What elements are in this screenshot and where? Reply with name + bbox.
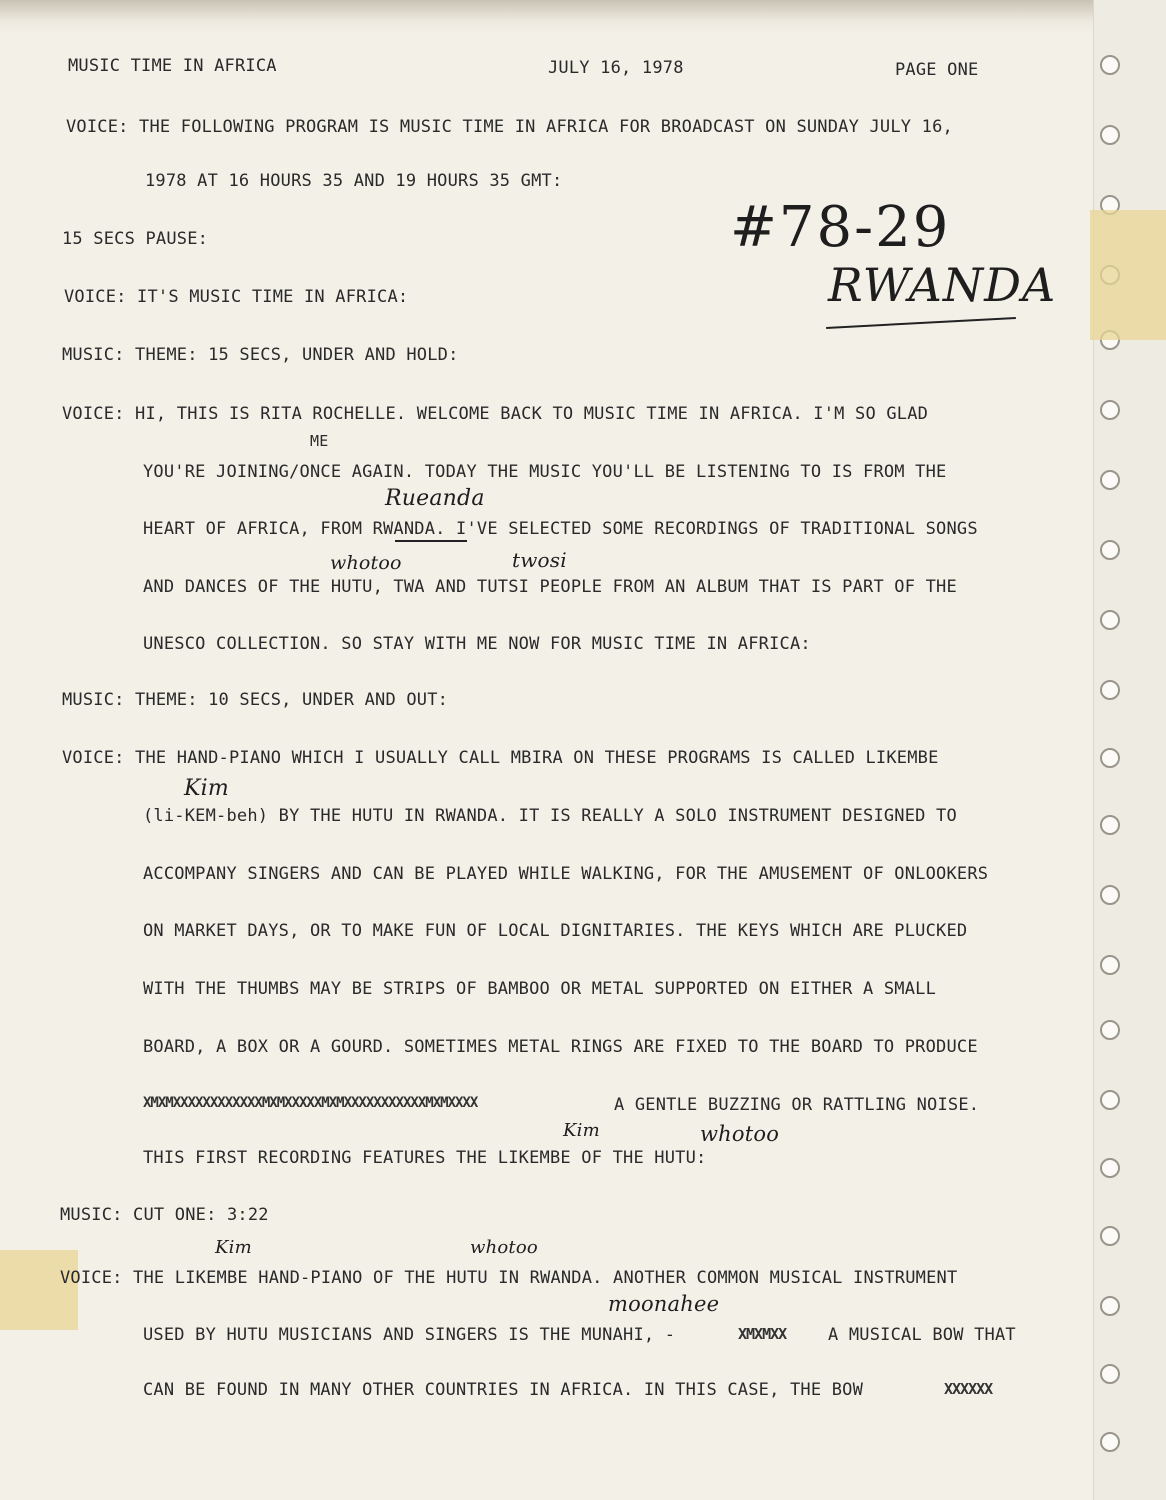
broadcast-date: JULY 16, 1978 <box>548 58 684 78</box>
feed-hole <box>1100 955 1120 975</box>
handwritten-country: RWANDA <box>828 258 1057 312</box>
feed-hole <box>1100 1364 1120 1384</box>
feed-hole <box>1100 1226 1120 1246</box>
script-line: A GENTLE BUZZING OR RATTLING NOISE. <box>614 1095 980 1115</box>
feed-hole <box>1100 1296 1120 1316</box>
script-line: THIS FIRST RECORDING FEATURES THE LIKEMBE OF THE HUTU: <box>143 1148 707 1168</box>
feed-hole <box>1100 815 1120 835</box>
script-line: MUSIC: CUT ONE: 3:22 <box>60 1205 269 1225</box>
tape-piece <box>0 1250 78 1330</box>
script-line: ACCOMPANY SINGERS AND CAN BE PLAYED WHILE WALKING, FOR THE AMUSEMENT OF ONLOOKERS <box>143 864 989 884</box>
script-line: VOICE: IT'S MUSIC TIME IN AFRICA: <box>64 287 409 307</box>
feed-hole <box>1100 610 1120 630</box>
paper-top-edge <box>0 0 1166 34</box>
script-line: VOICE: THE LIKEMBE HAND-PIANO OF THE HUTU IN RWANDA. ANOTHER COMMON MUSICAL INSTRUMENT <box>60 1268 958 1288</box>
script-line: BOARD, A BOX OR A GOURD. SOMETIMES METAL RINGS ARE FIXED TO THE BOARD TO PRODUCE <box>143 1037 978 1057</box>
script-line: MUSIC: THEME: 10 SECS, UNDER AND OUT: <box>62 690 449 710</box>
script-line: A MUSICAL BOW THAT <box>828 1325 1016 1345</box>
script-line: (li-KEM-beh) BY THE HUTU IN RWANDA. IT IS REALLY A SOLO INSTRUMENT DESIGNED TO <box>143 806 957 826</box>
pronunciation-note: twosi <box>512 548 567 572</box>
script-line: VOICE: HI, THIS IS RITA ROCHELLE. WELCOME BACK TO MUSIC TIME IN AFRICA. I'M SO GLAD <box>62 404 929 424</box>
feed-hole <box>1100 470 1120 490</box>
script-line: 1978 AT 16 HOURS 35 AND 19 HOURS 35 GMT: <box>145 171 563 191</box>
feed-hole <box>1100 885 1120 905</box>
script-line: VOICE: THE HAND-PIANO WHICH I USUALLY CALL MBIRA ON THESE PROGRAMS IS CALLED LIKEMBE <box>62 748 939 768</box>
script-line: USED BY HUTU MUSICIANS AND SINGERS IS THE MUNAHI, - <box>143 1325 676 1345</box>
script-line: WITH THE THUMBS MAY BE STRIPS OF BAMBOO OR METAL SUPPORTED ON EITHER A SMALL <box>143 979 937 999</box>
script-line: AND DANCES OF THE HUTU, TWA AND TUTSI PEOPLE FROM AN ALBUM THAT IS PART OF THE <box>143 577 957 597</box>
program-title: MUSIC TIME IN AFRICA <box>68 56 277 76</box>
feed-hole <box>1100 680 1120 700</box>
feed-hole <box>1100 1158 1120 1178</box>
pronunciation-note: whotoo <box>470 1237 538 1258</box>
struck-out-text: XXXXXX <box>944 1380 993 1398</box>
handwritten-underline <box>826 317 1016 329</box>
script-line: VOICE: THE FOLLOWING PROGRAM IS MUSIC TIME IN AFRICA FOR BROADCAST ON SUNDAY JULY 16, <box>66 117 953 137</box>
underline-mark <box>395 540 467 542</box>
feed-hole <box>1100 125 1120 145</box>
feed-hole <box>1100 1090 1120 1110</box>
script-line: MUSIC: THEME: 15 SECS, UNDER AND HOLD: <box>62 345 459 365</box>
pronunciation-note: moonahee <box>608 1292 720 1316</box>
feed-hole <box>1100 540 1120 560</box>
page-label: PAGE ONE <box>895 60 979 80</box>
script-line: HEART OF AFRICA, FROM RWANDA. I'VE SELECTED SOME RECORDINGS OF TRADITIONAL SONGS <box>143 519 978 539</box>
pronunciation-note: Kim <box>184 776 229 801</box>
pronunciation-note: Kim <box>215 1237 252 1258</box>
struck-out-text: XMXMXX <box>738 1325 787 1343</box>
handwritten-catalog-number: #78-29 <box>730 195 951 260</box>
script-line: UNESCO COLLECTION. SO STAY WITH ME NOW FOR MUSIC TIME IN AFRICA: <box>143 634 811 654</box>
script-line: 15 SECS PAUSE: <box>62 229 209 249</box>
feed-hole <box>1100 748 1120 768</box>
tape-piece <box>1090 210 1166 340</box>
script-line: YOU'RE JOINING/ONCE AGAIN. TODAY THE MUSIC YOU'LL BE LISTENING TO IS FROM THE <box>143 462 947 482</box>
struck-out-text: XMXMXXXXXXXXXXXXMXMXXXXXMXMXXXXXXXXXXXMXMXXXX <box>143 1095 478 1111</box>
feed-hole <box>1100 1432 1120 1452</box>
feed-hole <box>1100 1020 1120 1040</box>
inserted-word: ME <box>310 432 329 450</box>
pronunciation-note: Rueanda <box>385 486 485 511</box>
pronunciation-note: Kim <box>563 1120 600 1141</box>
script-line: CAN BE FOUND IN MANY OTHER COUNTRIES IN AFRICA. IN THIS CASE, THE BOW <box>143 1380 864 1400</box>
script-line: ON MARKET DAYS, OR TO MAKE FUN OF LOCAL DIGNITARIES. THE KEYS WHICH ARE PLUCKED <box>143 921 968 941</box>
feed-hole <box>1100 55 1120 75</box>
feed-hole <box>1100 400 1120 420</box>
pronunciation-note: whotoo <box>700 1122 780 1146</box>
pronunciation-note: whotoo <box>330 552 402 574</box>
